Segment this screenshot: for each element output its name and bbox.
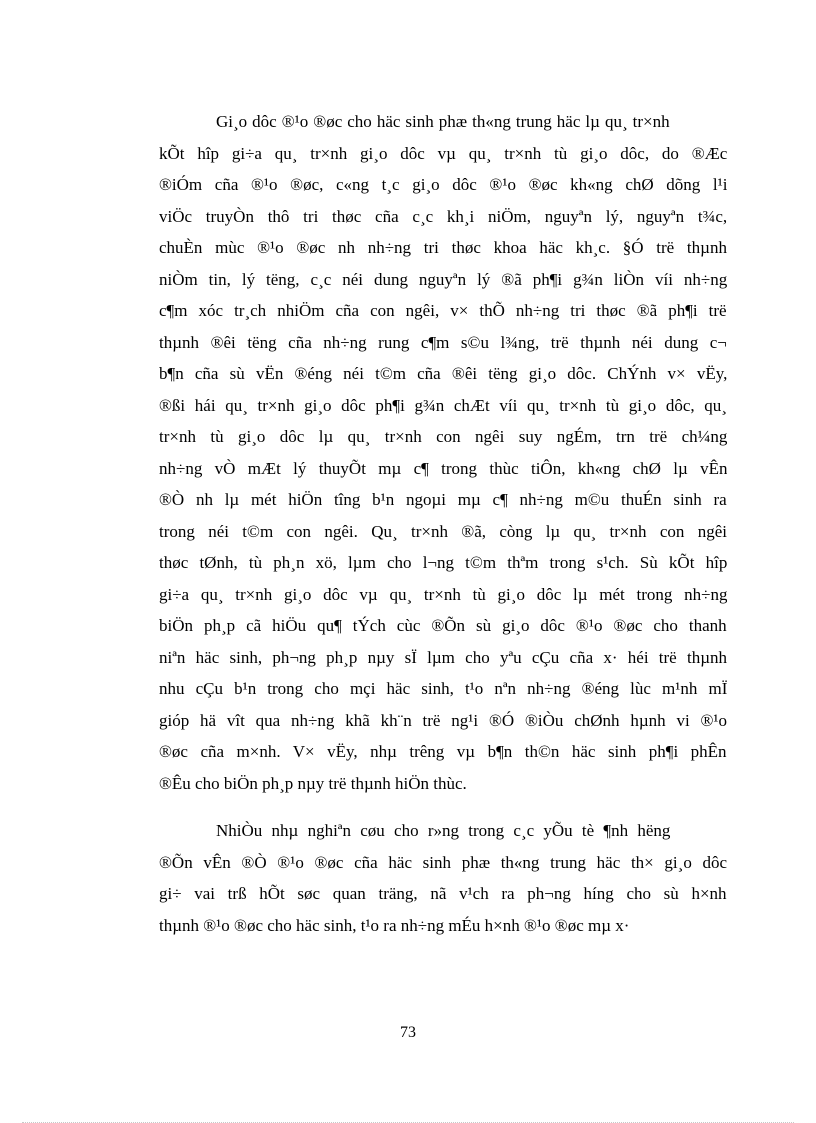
text-line: Gi¸o dôc ®¹o ®øc cho häc sinh phæ th«ng trung häc lµ qu¸ tr×nh	[216, 112, 670, 131]
text-line: ®Õn vÊn ®Ò ®¹o ®øc cña häc sinh phæ th«ng trung häc th× gi¸o dôc	[159, 852, 727, 872]
text-line: niÒm tin, lý tëng, c¸c néi dung nguyªn lý ®ã ph¶i g¾n liÒn víi nh÷ng	[159, 269, 727, 289]
text-line: ®Êu cho biÖn ph¸p nµy trë thµnh hiÖn thùc.	[159, 773, 467, 793]
paragraph	[159, 815, 727, 941]
page-number: 73	[400, 1024, 416, 1041]
text-line: kÕt hîp gi÷a qu¸ tr×nh gi¸o dôc vµ qu¸ tr×nh tù gi¸o dôc, do ®Æc	[159, 143, 727, 163]
text-line: gi÷ vai trß hÕt søc quan träng, nã v¹ch ra ph¬ng híng cho sù h×nh	[159, 884, 727, 903]
text-line: thµnh ®êi tëng cña nh÷ng rung c¶m s©u l¾ng, trë thµnh néi dung c¬	[159, 332, 727, 352]
text-line: niªn häc sinh, ph¬ng ph¸p nµy sÏ lµm cho yªu cÇu cña x· héi trë thµnh	[159, 647, 727, 667]
text-line: biÖn ph¸p cã hiÖu qu¶ tÝch cùc ®Õn sù gi¸o dôc ®¹o ®øc cho thanh	[159, 616, 727, 635]
text-line: thµnh ®¹o ®øc cho häc sinh, t¹o ra nh÷ng mÉu h×nh ®¹o ®øc mµ x·	[159, 915, 630, 935]
text-line: gi÷a qu¸ tr×nh gi¸o dôc vµ qu¸ tr×nh tù gi¸o dôc lµ mét trong nh÷ng	[159, 584, 727, 604]
text-line: nhu cÇu b¹n trong cho mçi häc sinh, t¹o nªn nh÷ng ®éng lùc m¹nh mÏ	[159, 679, 727, 698]
text-line: viÖc truyÒn thô tri thøc cña c¸c kh¸i niÖm, nguyªn lý, nguyªn t¾c,	[159, 206, 727, 226]
paragraph	[159, 106, 727, 799]
text-line: c¶m xóc tr¸ch nhiÖm cña con ngêi, v× thÕ nh÷ng tri thøc ®ã ph¶i trë	[159, 301, 727, 320]
text-line: ®øc cña m×nh. V× vËy, nhµ trêng vµ b¶n th©n häc sinh ph¶i phÊn	[159, 742, 727, 761]
text-line: trong néi t©m con ngêi. Qu¸ tr×nh ®ã, còng lµ qu¸ tr×nh con ngêi	[159, 521, 727, 541]
body-text	[159, 106, 727, 941]
text-line: gióp hä vît qua nh÷ng khã kh¨n trë ng¹i ®Ó ®iÒu chØnh hµnh vi ®¹o	[159, 710, 727, 730]
text-line: ®iÓm cña ®¹o ®øc, c«ng t¸c gi¸o dôc ®¹o ®øc kh«ng chØ dõng l¹i	[159, 175, 727, 194]
text-line: b¶n cña sù vËn ®éng néi t©m cña ®êi tëng gi¸o dôc. ChÝnh v× vËy,	[159, 364, 727, 383]
text-line: thøc tØnh, tù ph¸n xö, lµm cho l¬ng t©m thªm trong s¹ch. Sù kÕt hîp	[159, 553, 727, 572]
text-line: chuÈn mùc ®¹o ®øc nh nh÷ng tri thøc khoa häc kh¸c. §Ó trë thµnh	[159, 238, 727, 257]
text-line: tr×nh tù gi¸o dôc lµ qu¸ tr×nh con ngêi suy ngÉm, trn trë ch¼ng	[159, 427, 727, 446]
text-line: NhiÒu nhµ nghiªn cøu cho r»ng trong c¸c yÕu tè ¶nh hëng	[216, 821, 671, 840]
text-line: ®Ò nh lµ mét hiÖn tîng b¹n ngoµi mµ c¶ nh÷ng m©u thuÉn sinh ra	[159, 490, 727, 509]
text-line: nh÷ng vÒ mÆt lý thuyÕt mµ c¶ trong thùc tiÔn, kh«ng chØ lµ vÊn	[159, 458, 727, 478]
text-line: ®ßi hái qu¸ tr×nh gi¸o dôc ph¶i g¾n chÆt víi qu¸ tr×nh tù gi¸o dôc, qu¸	[159, 395, 727, 415]
